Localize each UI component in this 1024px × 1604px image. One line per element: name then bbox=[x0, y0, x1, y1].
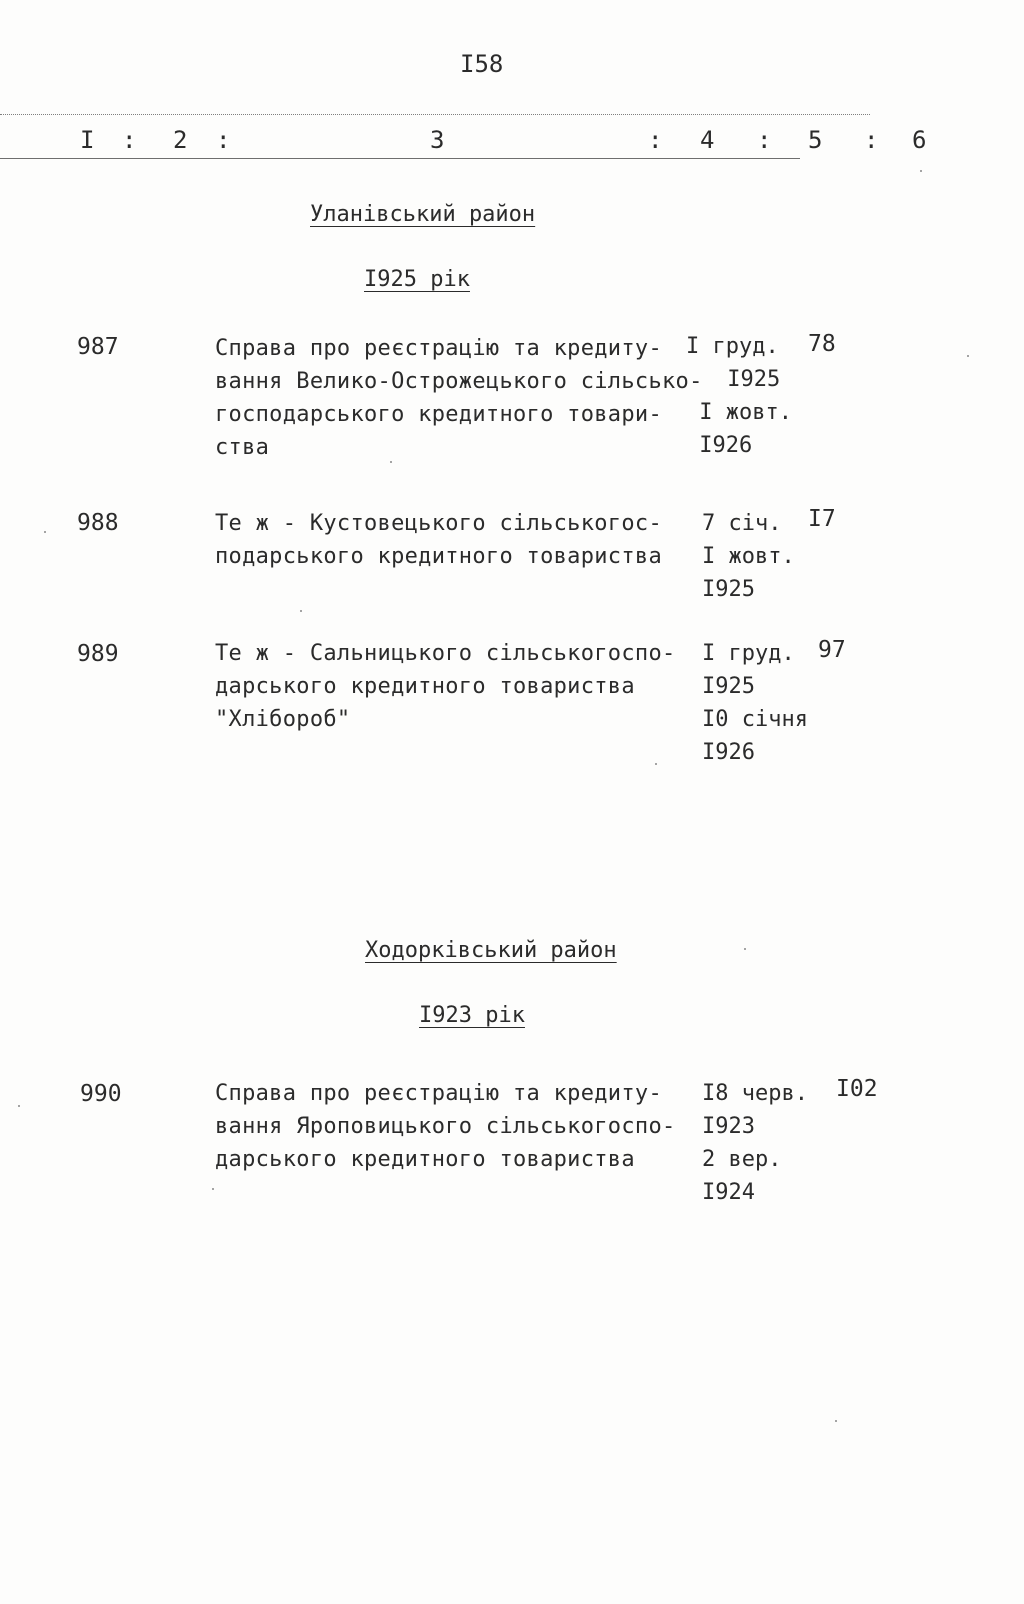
entry-dates: I груд. I925 I0 січня I926 bbox=[702, 641, 808, 765]
column-number-6: 6 bbox=[912, 126, 927, 154]
entry-number: 989 bbox=[77, 641, 119, 667]
scan-speck bbox=[390, 461, 392, 463]
column-separator: : bbox=[648, 126, 663, 154]
entry-sheets: I02 bbox=[836, 1076, 878, 1102]
header-rule-top bbox=[0, 114, 870, 115]
entry-description: Справа про реєстрацію та кредиту- вання Велико-Острожецького сільсько- господарського кредитного товари- ства bbox=[215, 336, 703, 460]
scan-speck bbox=[835, 1420, 837, 1422]
page-number: I58 bbox=[460, 50, 504, 78]
scan-speck bbox=[212, 1188, 214, 1190]
header-rule-bottom bbox=[0, 158, 800, 159]
scan-speck bbox=[44, 531, 46, 533]
scan-speck bbox=[967, 355, 969, 357]
column-separator: : bbox=[216, 126, 231, 154]
district-heading: Уланівський район bbox=[310, 202, 536, 227]
entry-sheets: I7 bbox=[808, 506, 836, 532]
scan-speck bbox=[655, 763, 657, 765]
entry-description: Те ж - Кустовецького сільськогос- подарського кредитного товариства bbox=[215, 511, 662, 569]
column-separator: : bbox=[122, 126, 137, 154]
entry-description: Справа про реєстрацію та кредиту- вання Яроповицького сільськогоспо- дарського кредитного товариства bbox=[215, 1081, 676, 1172]
entry-dates: 7 січ. I жовт. I925 bbox=[702, 511, 795, 602]
column-separator: : bbox=[757, 126, 772, 154]
scan-speck bbox=[18, 1105, 20, 1107]
year-heading: I925 рік bbox=[364, 267, 470, 292]
district-heading: Ходорківський район bbox=[365, 938, 617, 963]
entry-sheets: 97 bbox=[818, 637, 846, 663]
entry-number: 990 bbox=[80, 1081, 122, 1107]
column-number-5: 5 bbox=[808, 126, 823, 154]
column-number-2: 2 bbox=[173, 126, 188, 154]
entry-dates: I8 черв. I923 2 вер. I924 bbox=[702, 1081, 808, 1205]
entry-sheets: 78 bbox=[808, 331, 836, 357]
entry-dates: I груд. I925 I жовт. I926 bbox=[686, 334, 792, 458]
year-heading: I923 рік bbox=[419, 1003, 525, 1028]
entry-number: 988 bbox=[77, 510, 119, 536]
column-number-3: 3 bbox=[430, 126, 445, 154]
scan-speck bbox=[920, 170, 922, 172]
scan-speck bbox=[300, 610, 302, 612]
entry-number: 987 bbox=[77, 334, 119, 360]
scan-speck bbox=[744, 948, 746, 950]
entry-description: Те ж - Сальницького сільськогоспо- дарського кредитного товариства "Хлібороб" bbox=[215, 641, 676, 732]
column-number-1: I bbox=[80, 126, 95, 154]
column-separator: : bbox=[864, 126, 879, 154]
column-number-4: 4 bbox=[700, 126, 715, 154]
